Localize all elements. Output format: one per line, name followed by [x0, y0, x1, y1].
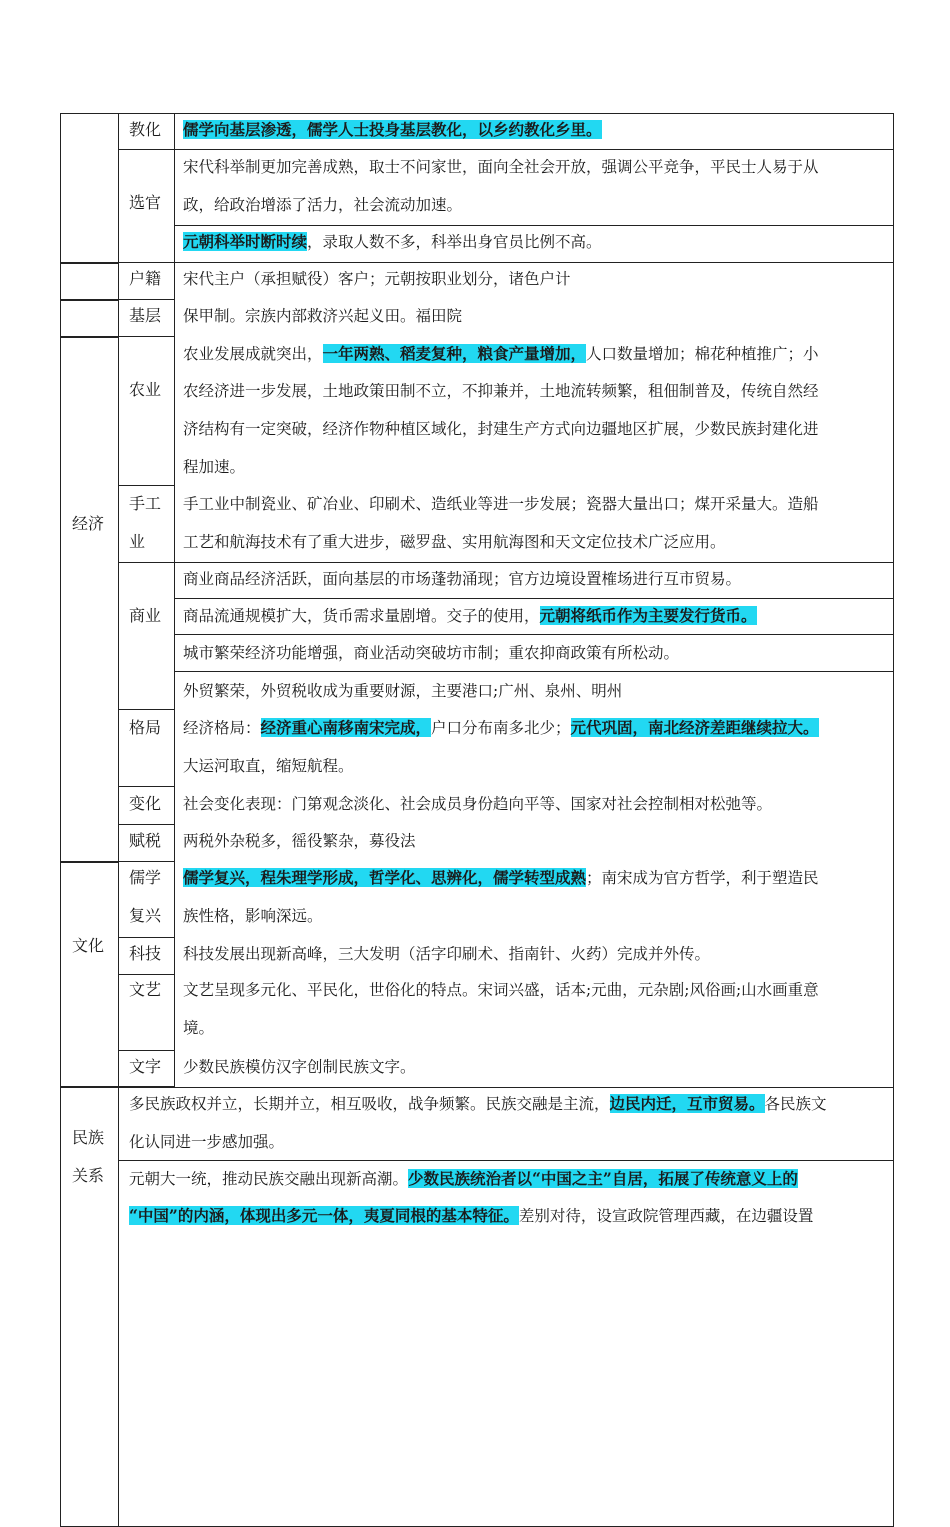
sub-label-geju: 格局 [129, 718, 162, 737]
text-line: 化认同进一步感加强。 [129, 1133, 285, 1151]
text-line: 济结构有一定突破，经济作物种植区域化，封建生产方式向边疆地区扩展，少数民族封建化进 [183, 420, 819, 438]
text-line: 儒学复兴，程朱理学形成，哲学化、思辨化，儒学转型成熟；南宋成为官方哲学，利于塑造民 [183, 868, 819, 887]
sub-label-keji: 科技 [129, 944, 162, 963]
sub-label-huji: 户籍 [129, 269, 162, 288]
text-line: “中国”的内涵，体现出多元一体，夷夏同根的基本特征。差别对待，设宣政院管理西藏，在边疆设置 [129, 1206, 814, 1225]
text-line: 族性格，影响深远。 [183, 907, 323, 925]
text-line: 商业商品经济活跃，面向基层的市场蓬勃涌现；官方边境设置榷场进行互市贸易。 [183, 570, 742, 588]
highlight: 边民内迁，互市贸易。 [609, 1094, 765, 1113]
text-line: 程加速。 [183, 458, 246, 476]
text-line: 工艺和航海技术有了重大进步，磁罗盘、实用航海图和天文定位技术广泛应用。 [183, 533, 726, 551]
highlight: 元代巩固，南北经济差距继续拉大。 [570, 718, 819, 737]
cat-cell-economy [60, 337, 119, 862]
text-line: 经济格局：经济重心南移南宋完成，户口分布南多北少；元代巩固，南北经济差距继续拉大。 [183, 718, 819, 737]
cat-cell-empty-3 [60, 300, 119, 337]
sub-label-bianhua: 变化 [129, 794, 162, 813]
sub-label-nongye: 农业 [129, 380, 162, 399]
sub-label-wenyi: 文艺 [129, 980, 162, 999]
text-line: 保甲制。宗族内部救济兴起义田。福田院 [183, 307, 463, 325]
cat-cell-empty-2 [60, 263, 119, 300]
text-line: 元朝科举时断时续，录取人数不多，科举出身官员比例不高。 [183, 232, 602, 251]
sub-label-jiaohua: 教化 [129, 120, 162, 139]
highlight: 儒学复兴，程朱理学形成，哲学化、思辨化，儒学转型成熟 [183, 868, 587, 887]
highlight: 元朝科举时断时续 [183, 232, 308, 251]
highlight: 经济重心南移南宋完成， [260, 718, 432, 737]
highlight: 元朝将纸币作为主要发行货币。 [539, 606, 757, 625]
sub-label-xuanguan: 选官 [129, 193, 162, 212]
cat-cell-empty-1 [60, 113, 119, 263]
text-line: 科技发展出现新高峰，三大发明（活字印刷术、指南针、火药）完成并外传。 [183, 945, 711, 963]
category-economy: 经济 [72, 514, 105, 533]
cat-cell-culture [60, 862, 119, 1087]
sub-cell [118, 336, 175, 486]
sub-cell [118, 562, 175, 710]
cat-cell-ethnic [60, 1087, 119, 1527]
highlight: 少数民族统治者以“中国之主”自居，拓展了传统意义上的 [408, 1169, 798, 1188]
sub-label-wenzi: 文字 [129, 1057, 162, 1076]
highlight: “中国”的内涵，体现出多元一体，夷夏同根的基本特征。 [129, 1206, 519, 1225]
text-line: 少数民族模仿汉字创制民族文字。 [183, 1058, 416, 1076]
sub-label-fushui: 赋税 [129, 831, 162, 850]
sub-label-ruxue-2: 复兴 [129, 906, 162, 925]
sub-label-jiceng: 基层 [129, 306, 162, 325]
highlight: 一年两熟、稻麦复种，粮食产量增加， [322, 344, 587, 363]
text-line: 宋代主户（承担赋役）客户；元朝按职业划分，诸色户计 [183, 270, 571, 288]
text-line: 社会变化表现：门第观念淡化、社会成员身份趋向平等、国家对社会控制相对松弛等。 [183, 795, 773, 813]
sub-label-shangye: 商业 [129, 606, 162, 625]
text-line: 宋代科举制更加完善成熟，取士不问家世，面向全社会开放，强调公平竞争，平民士人易于从 [183, 158, 819, 176]
text-line [183, 120, 602, 140]
category-ethnic-line2: 关系 [72, 1166, 105, 1185]
text-line: 元朝大一统，推动民族交融出现新高潮。少数民族统治者以“中国之主”自居，拓展了传统意义上的 [129, 1169, 798, 1188]
text-line: 大运河取直，缩短航程。 [183, 757, 354, 775]
text-line: 文艺呈现多元化、平民化，世俗化的特点。宋词兴盛，话本;元曲，元杂剧;风俗画;山水画重意 [183, 981, 819, 999]
sub-label-shougong-1: 手工 [129, 494, 162, 513]
text-line: 农经济进一步发展，土地政策田制不立，不抑兼并，土地流转频繁，租佃制普及，传统自然经 [183, 382, 819, 400]
text-line: 手工业中制瓷业、矿冶业、印刷术、造纸业等进一步发展；瓷器大量出口；煤开采量大。造船 [183, 495, 819, 513]
highlight: 儒学向基层渗透，儒学人士投身基层教化，以乡约教化乡里。 [183, 120, 602, 139]
sub-label-shougong-2: 业 [129, 532, 146, 551]
text-line: 多民族政权并立，长期并立，相互吸收，战争频繁。民族交融是主流，边民内迁，互市贸易。各民族文 [129, 1094, 827, 1113]
category-culture: 文化 [72, 936, 105, 955]
text-line: 商品流通规模扩大，货币需求量剧增。交子的使用，元朝将纸币作为主要发行货币。 [183, 606, 757, 625]
sub-label-ruxue-1: 儒学 [129, 868, 162, 887]
text-line: 政，给政治增添了活力，社会流动加速。 [183, 196, 463, 214]
text-line: 城市繁荣经济功能增强，商业活动突破坊市制；重农抑商政策有所松动。 [183, 644, 680, 662]
category-ethnic-line1: 民族 [72, 1128, 105, 1147]
text-line: 外贸繁荣，外贸税收成为重要财源，主要港口;广州、泉州、明州 [183, 682, 623, 700]
text-line: 农业发展成就突出，一年两熟、稻麦复种，粮食产量增加，人口数量增加；棉花种植推广；小 [183, 344, 819, 363]
text-line: 两税外杂税多，徭役繁杂，募役法 [183, 832, 416, 850]
text-line: 境。 [183, 1019, 215, 1037]
